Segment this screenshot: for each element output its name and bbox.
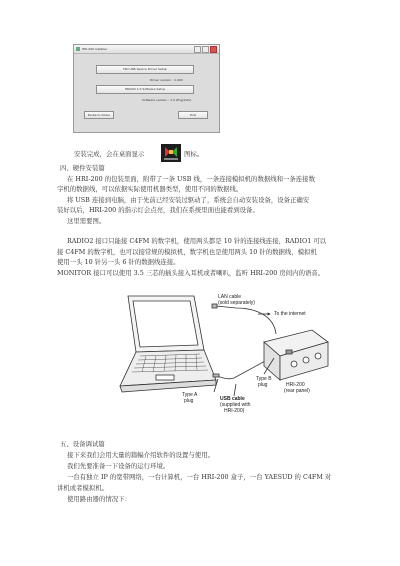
hw-para-1-line-2: 字机的数据线，可以依据实际使用机器类型，使用不同的数据线。 — [57, 185, 243, 193]
radio-line-2: 接 C4FM 的数字机，也可以接常规的模拟机，数字机也是使用两头 10 针的数据线，模拟机 — [57, 248, 317, 256]
hri-rear-label: (rear panel) — [284, 388, 310, 394]
software-setup-button: HRI200 1.0 Software Setup — [96, 85, 194, 94]
dialog-titlebar — [74, 45, 219, 54]
type-b-label: Type B — [256, 376, 272, 382]
icon-suffix-text: 图标。 — [184, 150, 204, 158]
setup-line-3: 一台有独立 IP 的宽带网络，一台计算机，一台 HRI-200 盒子，一台 YAESUD 的 C4FM 对 — [67, 473, 332, 481]
minimize-icon — [194, 46, 201, 53]
hw-para-1-line-1: 在 HRI-200 的包装里面，附带了一条 USB 线，一条连接模拟机的数据线和一条连接数 — [67, 175, 315, 183]
close-icon — [210, 46, 217, 53]
radio-line-1: RADIO2 接口只能接 C4FM 的数字机，使用两头都是 10 针的连接线连接，RADIO1 可以 — [67, 237, 327, 245]
window-controls — [194, 46, 217, 53]
usb-supplied-label: (supplied with — [220, 402, 251, 408]
route-folder-button: Route to folder — [84, 111, 114, 119]
type-a-label: Type A — [182, 392, 198, 398]
type-b-plug-label: plug — [258, 382, 268, 388]
app-small-icon — [76, 47, 80, 51]
lan-cable-label: LAN cable — [218, 294, 242, 300]
section-4-heading: 四、硬件安装篇 — [60, 164, 105, 172]
radio-line-3: 使用一头 10 针另一头 6 针的数据线连接。 — [57, 258, 180, 266]
exit-button: Exit — [178, 111, 208, 119]
install-done-text: 安装完成，会在桌面显示 — [74, 150, 145, 158]
driver-version-text: Driver version : 1.000 — [150, 78, 183, 82]
setup-line-4: 讲机或者模拟机。 — [57, 484, 109, 492]
hri-label: HRI-200 — [286, 382, 305, 388]
dialog-title: HRI-200 Installer — [82, 47, 108, 51]
hw-para-2-line-1: 将 USB 连接到电脑，由于先前已经安装过驱动了，系统会自动安装设备，设备正确安 — [67, 196, 310, 204]
monitor-line: MONITOR 接口可以使用 3.5 三芯的插头接入耳机或者喇叭，监听 HRI-200 房间内的语音。 — [57, 269, 325, 277]
type-a-plug-label: plug — [184, 398, 194, 404]
hw-para-2-line-2: 装好以后，HRI-200 的指示灯会点亮，我们在系统里面也能看到设备。 — [57, 206, 259, 214]
maximize-icon — [202, 46, 209, 53]
lan-cable-note: (sold separately) — [218, 300, 255, 306]
usb-driver-setup-button: HRI USB Device Driver Setup — [96, 65, 194, 74]
connection-diagram — [116, 292, 330, 417]
hw-para-2-line-3: 这里需要图。 — [67, 217, 106, 225]
setup-line-2: 我们先要准备一下设备的运行环境。 — [67, 462, 170, 470]
section-5-heading: 五、设备调试篇 — [60, 440, 105, 448]
usb-supplied-label-2: HRI-200) — [224, 408, 245, 414]
setup-line-1: 接下来我们会用大量的篇幅介绍软件的设置与使用。 — [67, 451, 214, 459]
installer-dialog-screenshot — [73, 44, 220, 133]
usb-cable-label: USB cable — [220, 396, 245, 402]
setup-line-5: 使用路由器的情况下： — [67, 495, 131, 503]
hri-app-desktop-icon — [161, 144, 181, 162]
to-internet-label: To the internet — [274, 311, 306, 317]
software-version-text: Software version : 1.0 (Eng/Indo) — [142, 98, 192, 102]
